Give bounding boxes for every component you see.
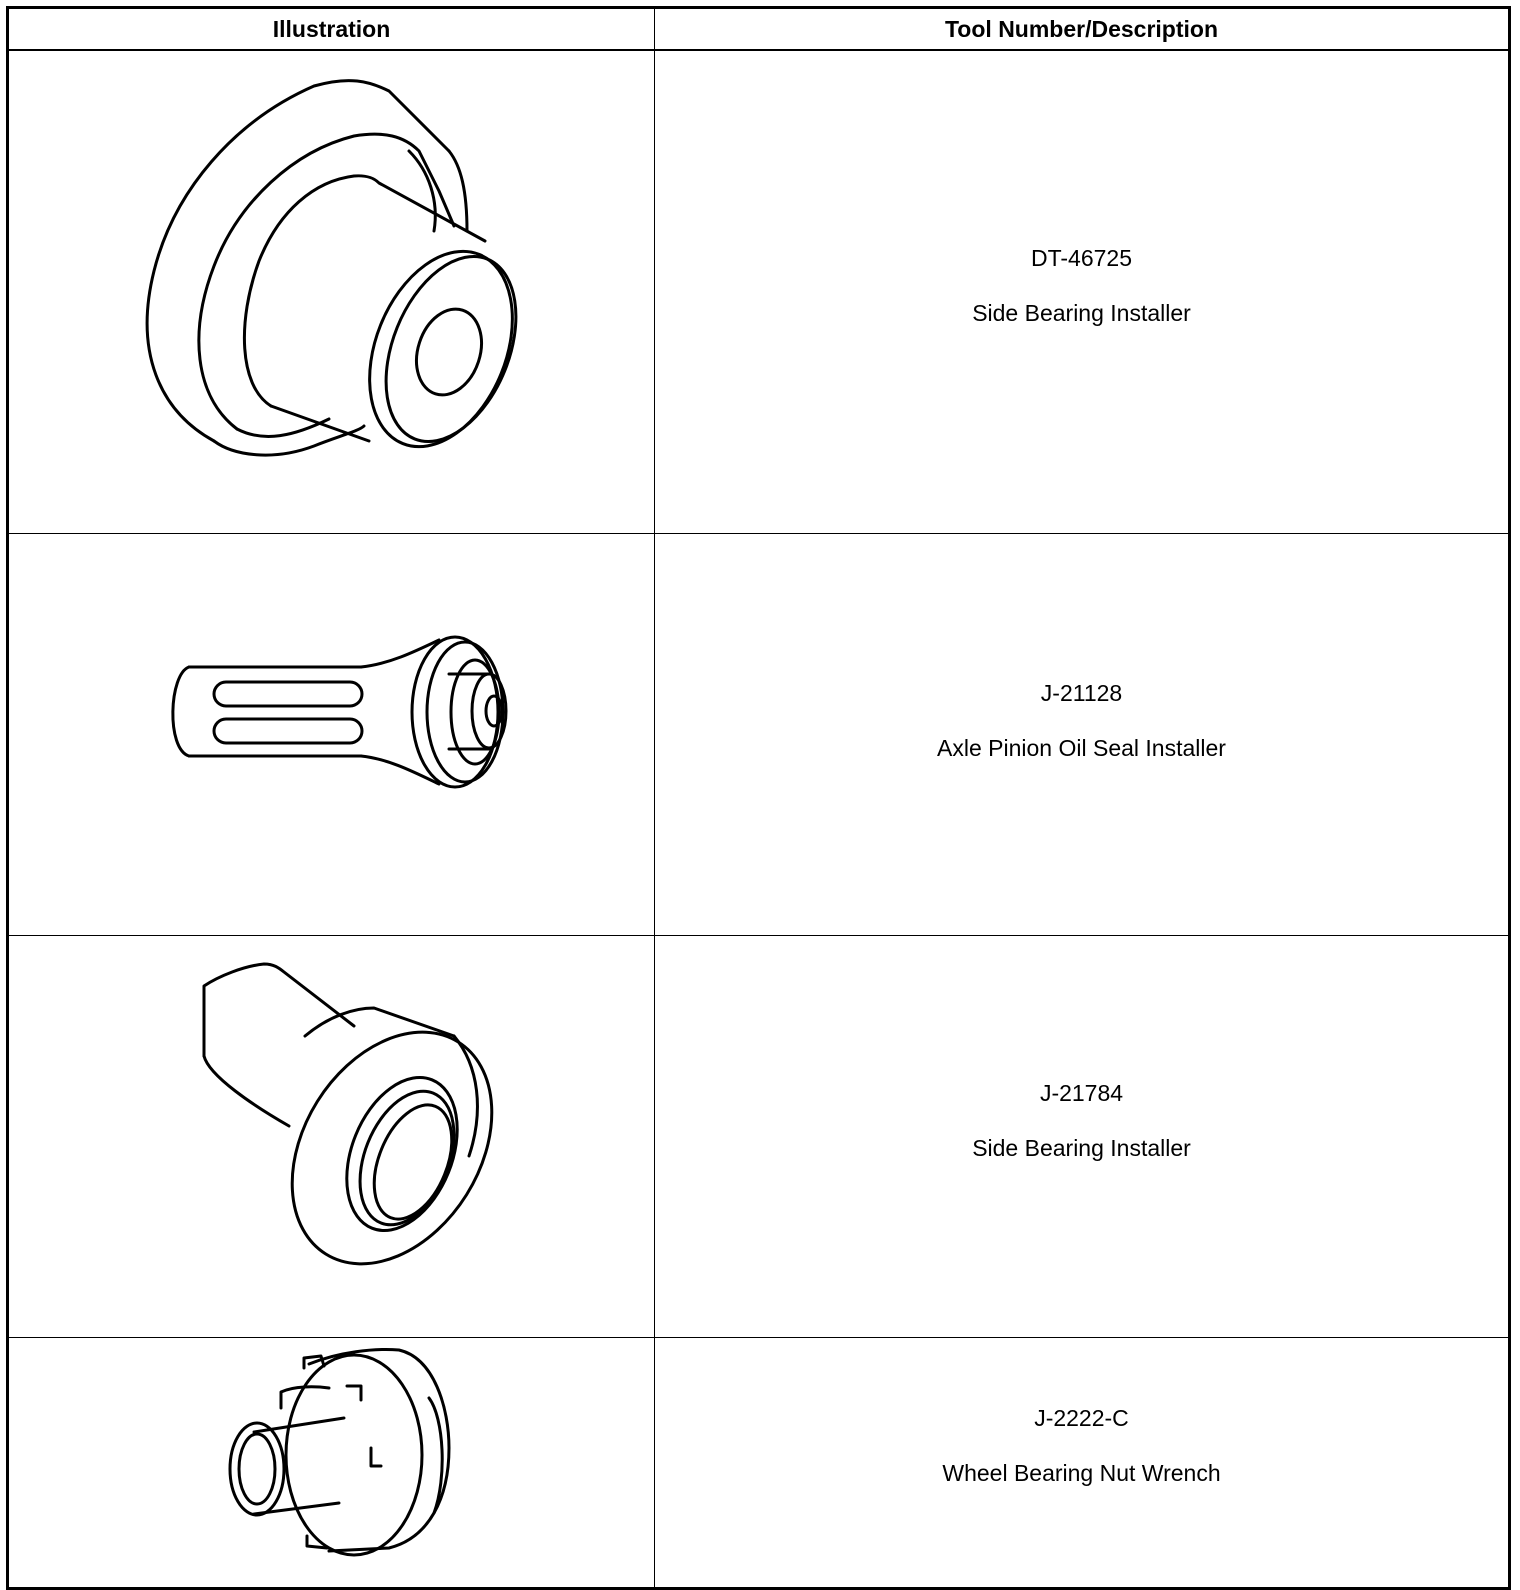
illustration-cell <box>9 534 654 935</box>
tool-number: J-2222-C <box>1034 1405 1129 1431</box>
table-header <box>9 9 1508 51</box>
pinion-oil-seal-installer-drawing <box>9 534 654 935</box>
illustration-cell <box>9 936 654 1337</box>
description-cell <box>655 534 1508 935</box>
header-illustration: Illustration <box>272 15 391 42</box>
illustration-cell <box>9 51 654 533</box>
tool-description: Side Bearing Installer <box>972 1135 1191 1161</box>
tools-table <box>6 6 1511 1590</box>
description-cell <box>655 1338 1508 1587</box>
table-row <box>9 534 1508 936</box>
illustration-cell <box>9 1338 654 1587</box>
table-row <box>9 936 1508 1338</box>
description-cell <box>655 936 1508 1337</box>
description-cell <box>655 51 1508 533</box>
tool-number: J-21784 <box>1039 1080 1124 1106</box>
table-row <box>9 1338 1508 1587</box>
tool-description: Side Bearing Installer <box>972 300 1191 326</box>
side-bearing-installer-drawing <box>9 51 654 533</box>
header-tool-description: Tool Number/Description <box>944 15 1219 42</box>
side-bearing-installer-drawing <box>9 936 654 1337</box>
tool-description: Wheel Bearing Nut Wrench <box>942 1460 1221 1486</box>
wheel-bearing-nut-wrench-drawing <box>9 1338 654 1587</box>
tool-number: J-21128 <box>1040 680 1123 706</box>
tool-description: Axle Pinion Oil Seal Installer <box>937 735 1226 761</box>
tool-number: DT-46725 <box>1030 245 1132 271</box>
table-row <box>9 51 1508 534</box>
